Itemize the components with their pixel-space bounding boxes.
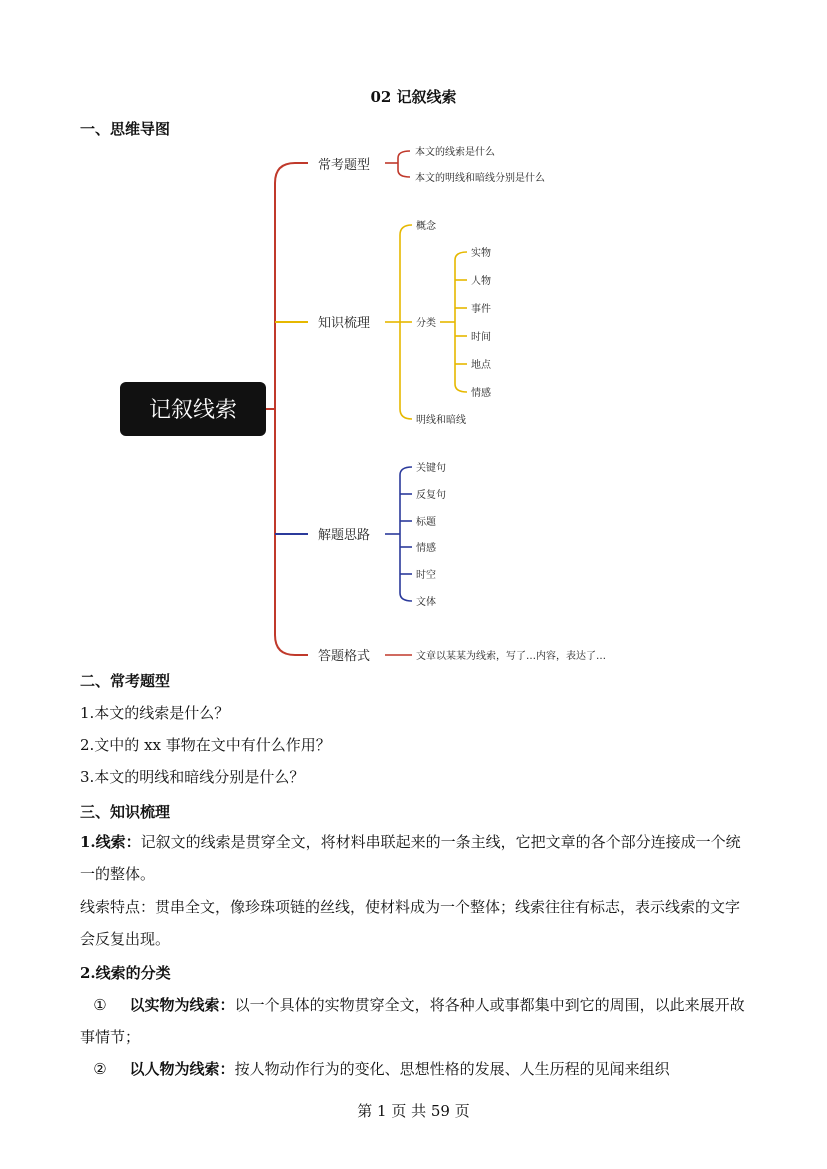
b2-concept: 概念 [416,221,436,232]
b3-item-5: 时空 [416,570,436,581]
branch-label-解题思路: 解题思路 [318,528,371,543]
b2-sub-1: 实物 [471,248,491,259]
section-heading-question-types: 二、常考题型 [80,672,171,690]
clue-classification-heading [80,957,750,989]
b2-sub-3: 事件 [471,304,491,315]
b3-item-2: 反复句 [416,490,446,501]
b3-item-3: 标题 [416,517,436,528]
b2-sub-5: 地点 [471,360,491,371]
classification-label: 2.线索的分类 [80,964,171,982]
question-1: 1.本文的线索是什么？ [80,704,230,722]
branch-label-知识梳理: 知识梳理 [318,316,371,331]
mindmap-root-label: 记叙线索 [148,398,238,423]
item-number-1: ① [93,996,107,1014]
b3-item-6: 文体 [416,597,436,608]
branch-label-常考题型: 常考题型 [318,158,371,173]
document-title: 02 记叙线索 [370,88,457,106]
classification-item-1 [80,989,750,1053]
classification-item-2 [80,1053,750,1085]
section-heading-knowledge: 三、知识梳理 [80,803,171,821]
b2-sub-2: 人物 [471,276,491,287]
question-2: 2.文中的 xx 事物在文中有什么作用？ [80,736,331,754]
item-text-2: 按人物动作行为的变化、思想性格的发展、人生历程的见闻来组织 [234,1060,670,1078]
b2-sub-4: 时间 [471,332,491,343]
branch-label-答题格式: 答题格式 [318,649,371,664]
mind-map [0,130,827,675]
item-label-1: 以实物为线索： [129,996,235,1014]
item-number-2: ② [93,1060,107,1078]
section-heading-mindmap: 一、思维导图 [80,120,171,138]
b2-sub-6: 情感 [471,388,491,399]
b2-lines: 明线和暗线 [416,415,466,426]
b2-classify: 分类 [416,318,436,329]
b1-item-2: 本文的明线和暗线分别是什么 [415,173,545,184]
b3-item-4: 情感 [416,543,436,554]
b3-item-1: 关键句 [416,463,446,474]
clue-label: 1.线索： [80,833,141,851]
b4-text: 文章以某某为线索，写了…内容，表达了… [416,651,606,662]
item-text-1: 以一个具体的实物贯穿全文，将各种人或事都集中到它的周围，以此来展开故事情节； [80,996,745,1046]
page-footer: 第 1 页 共 59 页 [357,1102,470,1120]
item-label-2: 以人物为线索： [129,1060,235,1078]
b1-item-1: 本文的线索是什么 [415,147,495,158]
clue-feature: 线索特点：贯串全文，像珍珠项链的丝线，使材料成为一个整体；线索往往有标志，表示线索的文字会反复出现。 [80,898,741,948]
knowledge-clue-definition [80,826,750,890]
question-3: 3.本文的明线和暗线分别是什么？ [80,768,305,786]
clue-text: 记叙文的线索是贯穿全文，将材料串联起来的一条主线，它把文章的各个部分连接成一个统一的整体。 [80,833,741,883]
